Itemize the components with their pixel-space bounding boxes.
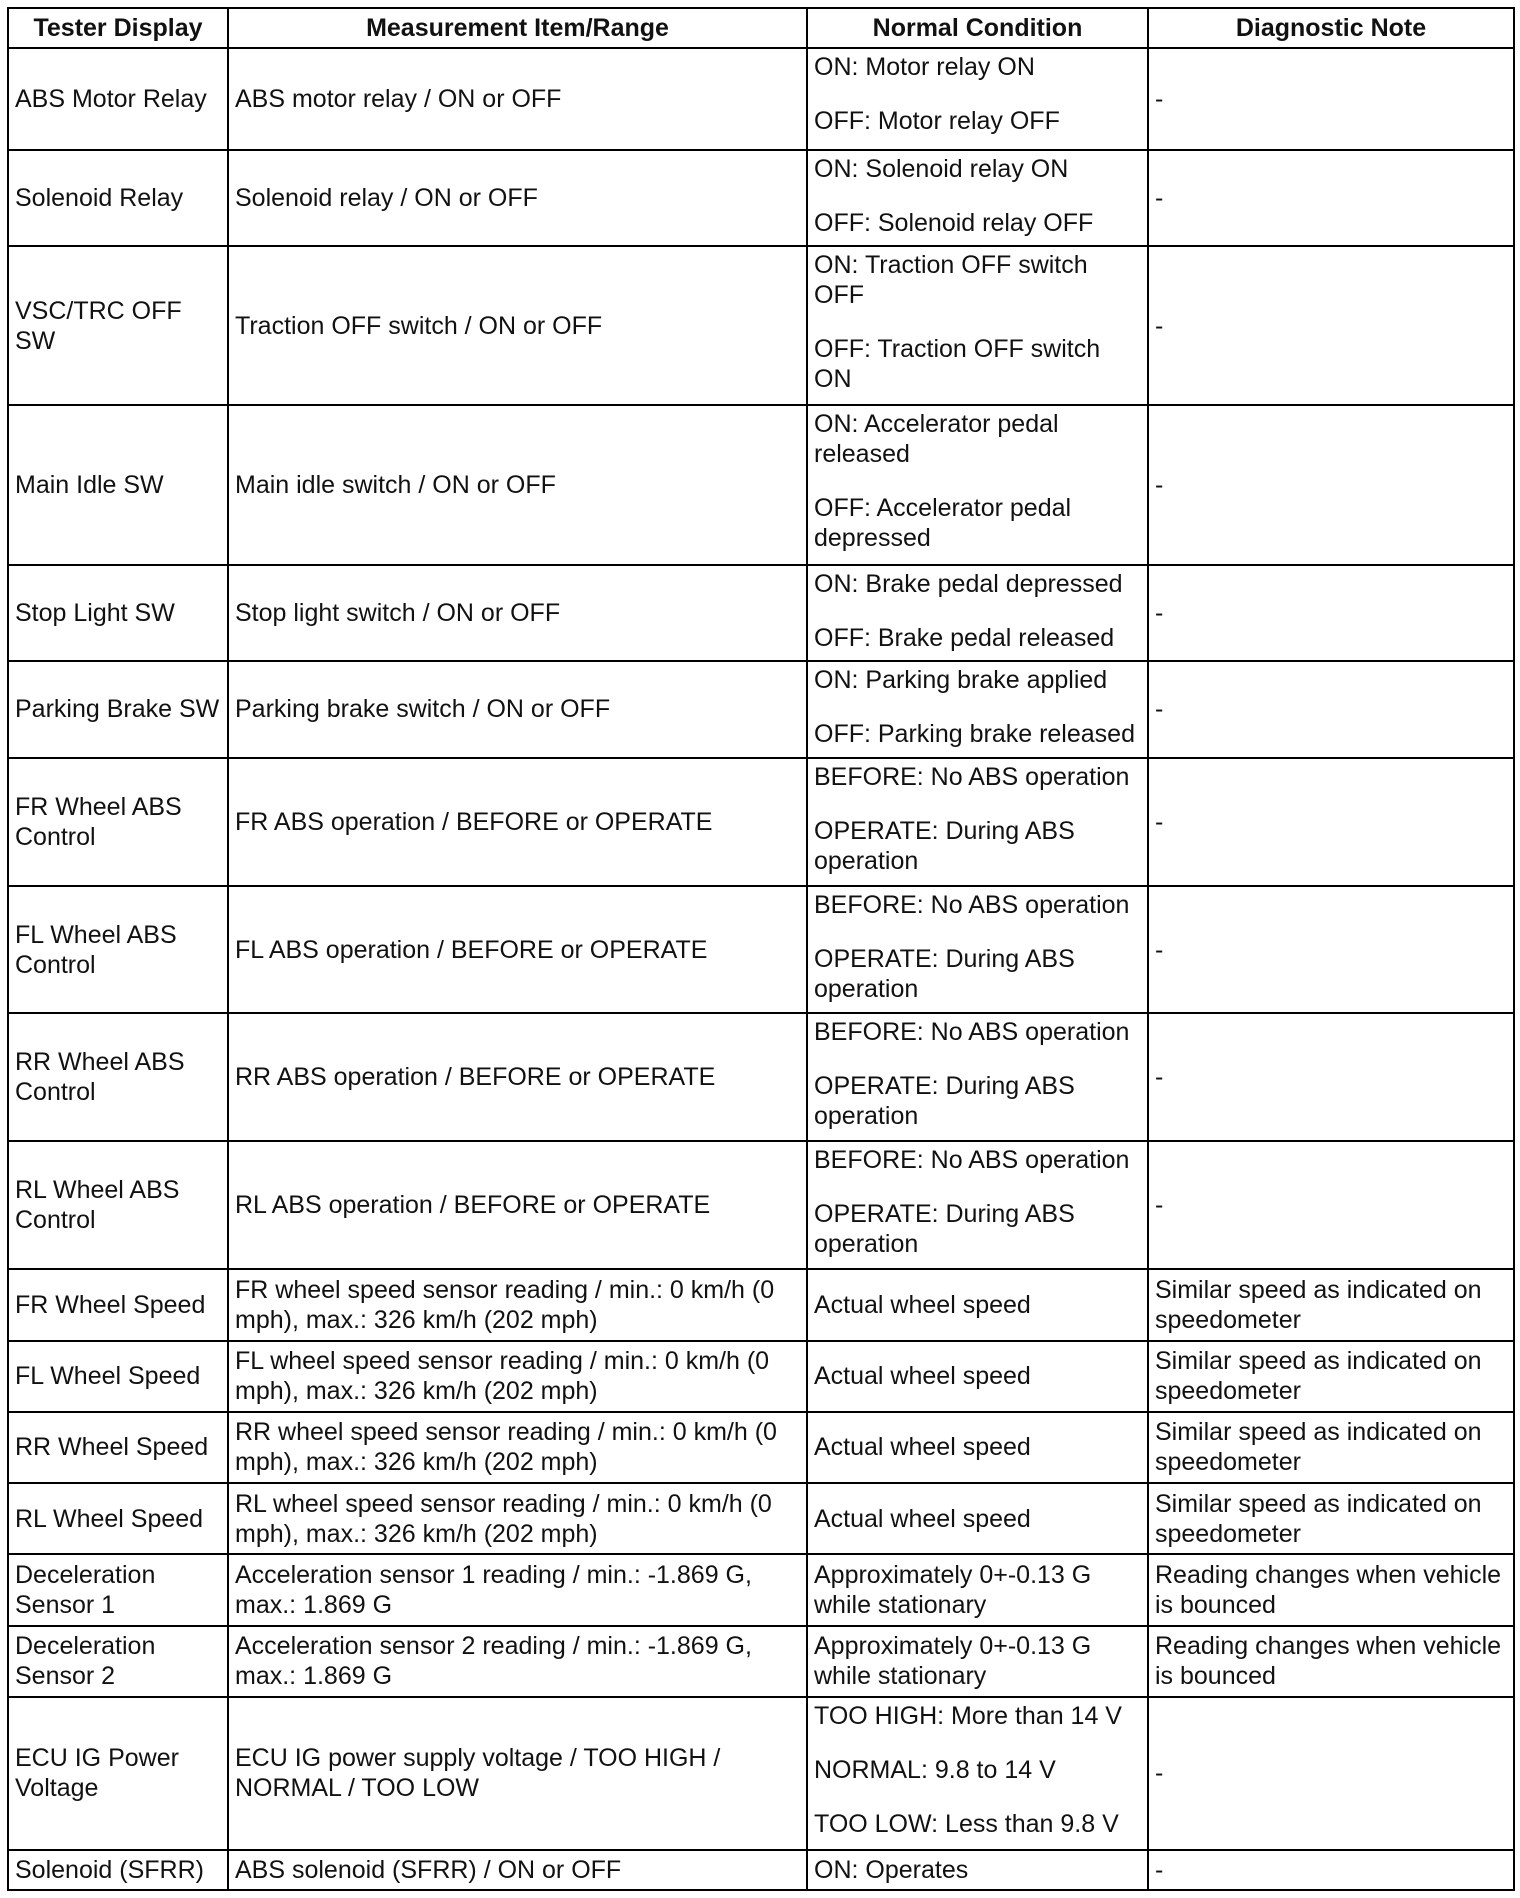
measurement-item-cell: Main idle switch / ON or OFF <box>228 405 807 564</box>
condition-line: TOO LOW: Less than 9.8 V <box>814 1809 1119 1838</box>
tester-display-cell: Parking Brake SW <box>8 661 228 757</box>
tester-display-cell: VSC/TRC OFF SW <box>8 246 228 405</box>
table-row <box>8 886 1514 1014</box>
normal-condition-cell <box>807 1269 1148 1340</box>
normal-condition-cell <box>807 565 1148 661</box>
table-row <box>8 1697 1514 1850</box>
table-row <box>8 1141 1514 1269</box>
diagnostic-note-cell: - <box>1148 246 1514 405</box>
table-row <box>8 565 1514 661</box>
measurement-item-cell: ECU IG power supply voltage / TOO HIGH / NORMAL / TOO LOW <box>228 1697 807 1850</box>
tester-display-cell: RL Wheel Speed <box>8 1483 228 1554</box>
normal-condition-cell <box>807 1850 1148 1890</box>
tester-display-cell: Deceleration Sensor 2 <box>8 1626 228 1697</box>
measurement-item-cell: RR wheel speed sensor reading / min.: 0 km/h (0 mph), max.: 326 km/h (202 mph) <box>228 1412 807 1483</box>
table-row <box>8 48 1514 150</box>
condition-line: OFF: Solenoid relay OFF <box>814 208 1094 237</box>
diagnostic-note-cell: - <box>1148 758 1514 886</box>
condition-line: NORMAL: 9.8 to 14 V <box>814 1755 1056 1784</box>
table-row <box>8 1013 1514 1141</box>
diagnostic-note-cell: - <box>1148 48 1514 150</box>
diagnostic-note-cell: Reading changes when vehicle is bounced <box>1148 1626 1514 1697</box>
table-row <box>8 1554 1514 1625</box>
condition-line: ON: Operates <box>814 1856 969 1884</box>
tester-display-cell: FR Wheel Speed <box>8 1269 228 1340</box>
measurement-item-cell: ABS motor relay / ON or OFF <box>228 48 807 150</box>
diagnostic-note-cell: - <box>1148 886 1514 1014</box>
table-row <box>8 1626 1514 1697</box>
normal-condition-cell <box>807 1013 1148 1141</box>
tester-display-cell: Stop Light SW <box>8 565 228 661</box>
condition-line: OFF: Brake pedal released <box>814 623 1115 652</box>
tester-display-cell: ECU IG Power Voltage <box>8 1697 228 1850</box>
condition-line: OPERATE: During ABS operation <box>814 816 1075 875</box>
normal-condition-cell <box>807 150 1148 246</box>
condition-line: OPERATE: During ABS operation <box>814 1072 1075 1131</box>
table-row <box>8 758 1514 886</box>
measurement-item-cell: FR wheel speed sensor reading / min.: 0 km/h (0 mph), max.: 326 km/h (202 mph) <box>228 1269 807 1340</box>
condition-line: ON: Traction OFF switch OFF <box>814 251 1088 310</box>
normal-condition-cell <box>807 1697 1148 1850</box>
normal-condition-cell <box>807 661 1148 757</box>
normal-condition-cell <box>807 1626 1148 1697</box>
tester-display-cell: FL Wheel Speed <box>8 1341 228 1412</box>
tester-display-cell: Solenoid (SFRR) <box>8 1850 228 1890</box>
measurement-item-cell: FL wheel speed sensor reading / min.: 0 km/h (0 mph), max.: 326 km/h (202 mph) <box>228 1341 807 1412</box>
tester-display-cell: Deceleration Sensor 1 <box>8 1554 228 1625</box>
condition-line: ON: Accelerator pedal released <box>814 410 1059 469</box>
table-row <box>8 150 1514 246</box>
column-header-tester-display: Tester Display <box>8 8 228 48</box>
table-row <box>8 1269 1514 1340</box>
diagnostic-note-cell: - <box>1148 1013 1514 1141</box>
diagnostic-note-cell: - <box>1148 1141 1514 1269</box>
condition-line: ON: Parking brake applied <box>814 666 1108 695</box>
tester-display-cell: RL Wheel ABS Control <box>8 1141 228 1269</box>
condition-line: OPERATE: During ABS operation <box>814 944 1075 1003</box>
measurement-item-cell: Acceleration sensor 2 reading / min.: -1.869 G, max.: 1.869 G <box>228 1626 807 1697</box>
normal-condition-cell <box>807 246 1148 405</box>
table-row <box>8 1483 1514 1554</box>
measurement-item-cell: RL ABS operation / BEFORE or OPERATE <box>228 1141 807 1269</box>
column-header-measurement-item: Measurement Item/Range <box>228 8 807 48</box>
measurement-item-cell: Traction OFF switch / ON or OFF <box>228 246 807 405</box>
normal-condition-cell <box>807 1341 1148 1412</box>
tester-display-cell: FR Wheel ABS Control <box>8 758 228 886</box>
diagnostic-note-cell: Similar speed as indicated on speedometer <box>1148 1269 1514 1340</box>
condition-line: BEFORE: No ABS operation <box>814 1146 1130 1175</box>
condition-line: Approximately 0+-0.13 G while stationary <box>814 1561 1092 1620</box>
normal-condition-cell <box>807 758 1148 886</box>
condition-line: Actual wheel speed <box>814 1290 1031 1319</box>
diagnostic-note-cell: Similar speed as indicated on speedometer <box>1148 1341 1514 1412</box>
table-row <box>8 246 1514 405</box>
condition-line: Approximately 0+-0.13 G while stationary <box>814 1632 1092 1691</box>
condition-line: BEFORE: No ABS operation <box>814 1018 1130 1047</box>
condition-line: ON: Solenoid relay ON <box>814 154 1069 183</box>
tester-display-cell: Main Idle SW <box>8 405 228 564</box>
diagnostic-note-cell: - <box>1148 1850 1514 1890</box>
table-row <box>8 405 1514 564</box>
normal-condition-cell <box>807 886 1148 1014</box>
measurement-item-cell: Parking brake switch / ON or OFF <box>228 661 807 757</box>
condition-line: ON: Motor relay ON <box>814 53 1035 81</box>
condition-line: OPERATE: During ABS operation <box>814 1200 1075 1259</box>
measurement-item-cell: RL wheel speed sensor reading / min.: 0 km/h (0 mph), max.: 326 km/h (202 mph) <box>228 1483 807 1554</box>
normal-condition-cell <box>807 48 1148 150</box>
table-row <box>8 661 1514 757</box>
table-header-row <box>8 8 1514 48</box>
condition-line: TOO HIGH: More than 14 V <box>814 1701 1122 1730</box>
diagnostic-note-cell: - <box>1148 405 1514 564</box>
condition-line: Actual wheel speed <box>814 1362 1031 1391</box>
column-header-diagnostic-note: Diagnostic Note <box>1148 8 1514 48</box>
condition-line: Actual wheel speed <box>814 1433 1031 1462</box>
condition-line: Actual wheel speed <box>814 1504 1031 1533</box>
condition-line: ON: Brake pedal depressed <box>814 569 1123 598</box>
normal-condition-cell <box>807 1483 1148 1554</box>
normal-condition-cell <box>807 1412 1148 1483</box>
table-body <box>8 48 1514 1890</box>
diagnostic-note-cell: - <box>1148 565 1514 661</box>
diagnostic-note-cell: - <box>1148 150 1514 246</box>
condition-line: OFF: Traction OFF switch ON <box>814 335 1101 394</box>
column-header-normal-condition: Normal Condition <box>807 8 1148 48</box>
table-row <box>8 1412 1514 1483</box>
diagnostic-table-sheet <box>7 7 1513 1891</box>
measurement-item-cell: Acceleration sensor 1 reading / min.: -1.869 G, max.: 1.869 G <box>228 1554 807 1625</box>
diagnostic-note-cell: - <box>1148 661 1514 757</box>
measurement-item-cell: Stop light switch / ON or OFF <box>228 565 807 661</box>
table-row <box>8 1850 1514 1890</box>
diagnostic-note-cell: Similar speed as indicated on speedometer <box>1148 1483 1514 1554</box>
diagnostic-note-cell: Similar speed as indicated on speedometer <box>1148 1412 1514 1483</box>
measurement-item-cell: ABS solenoid (SFRR) / ON or OFF <box>228 1850 807 1890</box>
tester-display-cell: FL Wheel ABS Control <box>8 886 228 1014</box>
tester-display-cell: Solenoid Relay <box>8 150 228 246</box>
tester-display-cell: RR Wheel Speed <box>8 1412 228 1483</box>
condition-line: BEFORE: No ABS operation <box>814 890 1130 919</box>
measurement-item-cell: Solenoid relay / ON or OFF <box>228 150 807 246</box>
normal-condition-cell <box>807 405 1148 564</box>
condition-line: OFF: Accelerator pedal depressed <box>814 494 1072 553</box>
diagnostic-note-cell: Reading changes when vehicle is bounced <box>1148 1554 1514 1625</box>
measurement-item-cell: FL ABS operation / BEFORE or OPERATE <box>228 886 807 1014</box>
tester-display-cell: RR Wheel ABS Control <box>8 1013 228 1141</box>
normal-condition-cell <box>807 1141 1148 1269</box>
condition-line: OFF: Motor relay OFF <box>814 107 1060 135</box>
measurement-item-cell: FR ABS operation / BEFORE or OPERATE <box>228 758 807 886</box>
tester-data-table <box>7 7 1515 1891</box>
normal-condition-cell <box>807 1554 1148 1625</box>
tester-display-cell: ABS Motor Relay <box>8 48 228 150</box>
condition-line: BEFORE: No ABS operation <box>814 762 1130 791</box>
measurement-item-cell: RR ABS operation / BEFORE or OPERATE <box>228 1013 807 1141</box>
condition-line: OFF: Parking brake released <box>814 720 1135 749</box>
diagnostic-note-cell: - <box>1148 1697 1514 1850</box>
table-row <box>8 1341 1514 1412</box>
